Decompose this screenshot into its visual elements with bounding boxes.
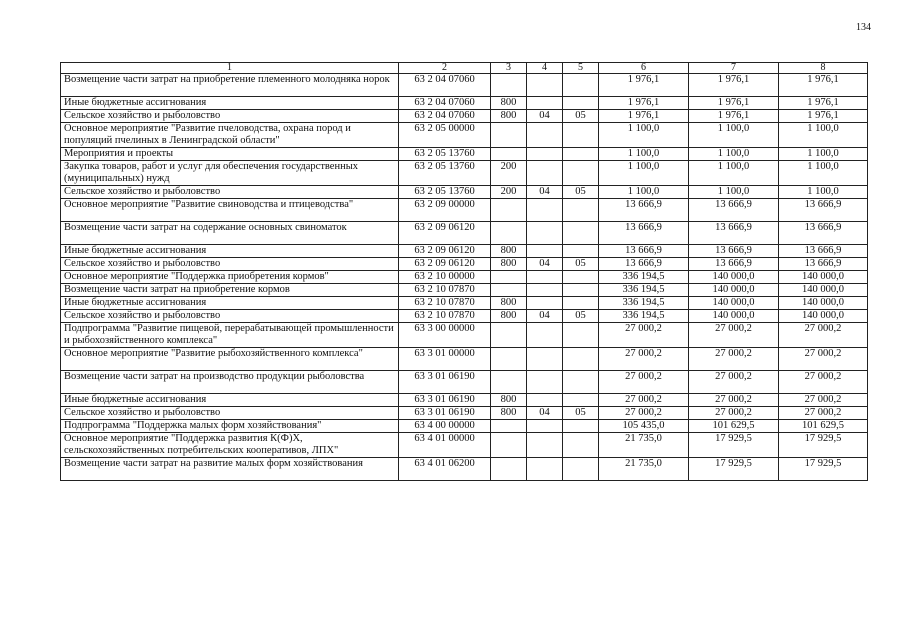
section-cell: [527, 433, 563, 458]
expense-type-cell: [491, 348, 527, 371]
table-row: [61, 433, 868, 458]
row-name-cell: Возмещение части затрат на содержание основных свиноматок: [61, 222, 399, 245]
subsection-cell: [563, 123, 599, 148]
row-name-cell: Сельское хозяйство и рыболовство: [61, 186, 399, 199]
amount-col6-cell: 13 666,9: [599, 222, 689, 245]
amount-col7-cell: 13 666,9: [689, 199, 779, 222]
table-row: [61, 297, 868, 310]
section-cell: [527, 97, 563, 110]
table-row: [61, 258, 868, 271]
amount-col7-cell: 27 000,2: [689, 323, 779, 348]
expense-type-cell: [491, 371, 527, 394]
subsection-cell: [563, 245, 599, 258]
row-name-cell: Возмещение части затрат на приобретение племенного молодняка норок: [61, 74, 399, 97]
amount-col6-cell: 27 000,2: [599, 394, 689, 407]
amount-col6-cell: 27 000,2: [599, 407, 689, 420]
amount-col6-cell: 336 194,5: [599, 310, 689, 323]
subsection-cell: 05: [563, 310, 599, 323]
amount-col7-cell: 1 976,1: [689, 110, 779, 123]
amount-col6-cell: 13 666,9: [599, 258, 689, 271]
budget-code-cell: 63 2 10 07870: [399, 284, 491, 297]
row-name-cell: Подпрограмма "Развитие пищевой, перерабатывающей промышленности и рыбохозяйственного комплекса": [61, 323, 399, 348]
amount-col6-cell: 336 194,5: [599, 271, 689, 284]
amount-col8-cell: 140 000,0: [779, 284, 868, 297]
table-row: [61, 348, 868, 371]
budget-code-cell: 63 2 05 13760: [399, 186, 491, 199]
amount-col8-cell: 140 000,0: [779, 297, 868, 310]
section-cell: [527, 271, 563, 284]
budget-code-cell: 63 2 04 07060: [399, 110, 491, 123]
column-header: 6: [599, 63, 689, 74]
section-cell: [527, 394, 563, 407]
section-cell: 04: [527, 110, 563, 123]
amount-col7-cell: 140 000,0: [689, 284, 779, 297]
amount-col8-cell: 1 100,0: [779, 123, 868, 148]
amount-col6-cell: 13 666,9: [599, 199, 689, 222]
budget-code-cell: 63 2 10 07870: [399, 310, 491, 323]
row-name-cell: Основное мероприятие "Поддержка развития К(Ф)Х, сельскохозяйственных потребительских кооперативов, ЛПХ": [61, 433, 399, 458]
budget-code-cell: 63 2 10 07870: [399, 297, 491, 310]
amount-col7-cell: 1 100,0: [689, 161, 779, 186]
subsection-cell: 05: [563, 110, 599, 123]
row-name-cell: Подпрограмма "Поддержка малых форм хозяйствования": [61, 420, 399, 433]
table-row: [61, 148, 868, 161]
section-cell: [527, 297, 563, 310]
column-header: 8: [779, 63, 868, 74]
table-row: [61, 110, 868, 123]
section-cell: [527, 123, 563, 148]
amount-col6-cell: 21 735,0: [599, 458, 689, 481]
amount-col6-cell: 27 000,2: [599, 323, 689, 348]
amount-col7-cell: 1 100,0: [689, 186, 779, 199]
amount-col7-cell: 17 929,5: [689, 433, 779, 458]
amount-col8-cell: 1 100,0: [779, 186, 868, 199]
column-header: 2: [399, 63, 491, 74]
table-row: [61, 245, 868, 258]
subsection-cell: 05: [563, 186, 599, 199]
section-cell: [527, 74, 563, 97]
amount-col7-cell: 140 000,0: [689, 297, 779, 310]
amount-col6-cell: 1 100,0: [599, 186, 689, 199]
budget-table: [60, 62, 868, 481]
row-name-cell: Мероприятия и проекты: [61, 148, 399, 161]
budget-code-cell: 63 4 01 00000: [399, 433, 491, 458]
section-cell: [527, 245, 563, 258]
column-header: 1: [61, 63, 399, 74]
amount-col6-cell: 1 976,1: [599, 74, 689, 97]
amount-col6-cell: 1 976,1: [599, 110, 689, 123]
amount-col6-cell: 21 735,0: [599, 433, 689, 458]
budget-code-cell: 63 3 01 06190: [399, 407, 491, 420]
budget-code-cell: 63 3 01 06190: [399, 394, 491, 407]
table-row: [61, 284, 868, 297]
amount-col8-cell: 13 666,9: [779, 222, 868, 245]
row-name-cell: Сельское хозяйство и рыболовство: [61, 407, 399, 420]
expense-type-cell: [491, 123, 527, 148]
section-cell: 04: [527, 186, 563, 199]
row-name-cell: Возмещение части затрат на приобретение кормов: [61, 284, 399, 297]
expense-type-cell: [491, 420, 527, 433]
amount-col7-cell: 101 629,5: [689, 420, 779, 433]
amount-col6-cell: 1 100,0: [599, 161, 689, 186]
expense-type-cell: [491, 148, 527, 161]
row-name-cell: Возмещение части затрат на развитие малых форм хозяйствования: [61, 458, 399, 481]
table-row: [61, 420, 868, 433]
expense-type-cell: [491, 271, 527, 284]
amount-col8-cell: 1 976,1: [779, 74, 868, 97]
row-name-cell: Возмещение части затрат на производство продукции рыболовства: [61, 371, 399, 394]
table-row: [61, 186, 868, 199]
row-name-cell: Основное мероприятие "Поддержка приобретения кормов": [61, 271, 399, 284]
budget-code-cell: 63 4 01 06200: [399, 458, 491, 481]
section-cell: [527, 348, 563, 371]
row-name-cell: Иные бюджетные ассигнования: [61, 245, 399, 258]
row-name-cell: Иные бюджетные ассигнования: [61, 297, 399, 310]
section-cell: [527, 420, 563, 433]
expense-type-cell: 800: [491, 297, 527, 310]
subsection-cell: [563, 458, 599, 481]
section-cell: [527, 148, 563, 161]
subsection-cell: [563, 394, 599, 407]
row-name-cell: Основное мероприятие "Развитие пчеловодства, охрана пород и популяций пчелиных в Ленинградской области": [61, 123, 399, 148]
row-name-cell: Сельское хозяйство и рыболовство: [61, 110, 399, 123]
subsection-cell: [563, 271, 599, 284]
section-cell: [527, 284, 563, 297]
amount-col7-cell: 17 929,5: [689, 458, 779, 481]
amount-col6-cell: 1 976,1: [599, 97, 689, 110]
expense-type-cell: [491, 222, 527, 245]
amount-col7-cell: 1 976,1: [689, 97, 779, 110]
budget-code-cell: 63 2 04 07060: [399, 74, 491, 97]
budget-code-cell: 63 2 09 00000: [399, 199, 491, 222]
amount-col8-cell: 140 000,0: [779, 310, 868, 323]
budget-code-cell: 63 2 09 06120: [399, 258, 491, 271]
table-row: [61, 199, 868, 222]
amount-col8-cell: 1 976,1: [779, 110, 868, 123]
amount-col7-cell: 1 100,0: [689, 123, 779, 148]
subsection-cell: [563, 433, 599, 458]
section-cell: [527, 222, 563, 245]
row-name-cell: Иные бюджетные ассигнования: [61, 394, 399, 407]
budget-code-cell: 63 2 04 07060: [399, 97, 491, 110]
expense-type-cell: 800: [491, 258, 527, 271]
subsection-cell: [563, 199, 599, 222]
amount-col7-cell: 27 000,2: [689, 348, 779, 371]
amount-col7-cell: 27 000,2: [689, 394, 779, 407]
section-cell: 04: [527, 407, 563, 420]
expense-type-cell: 200: [491, 186, 527, 199]
expense-type-cell: [491, 433, 527, 458]
expense-type-cell: 800: [491, 97, 527, 110]
section-cell: [527, 161, 563, 186]
amount-col8-cell: 13 666,9: [779, 245, 868, 258]
subsection-cell: [563, 348, 599, 371]
amount-col8-cell: 27 000,2: [779, 407, 868, 420]
table-row: [61, 222, 868, 245]
expense-type-cell: 800: [491, 245, 527, 258]
row-name-cell: Закупка товаров, работ и услуг для обеспечения государственных (муниципальных) нужд: [61, 161, 399, 186]
amount-col6-cell: 336 194,5: [599, 284, 689, 297]
budget-code-cell: 63 2 09 06120: [399, 222, 491, 245]
amount-col7-cell: 27 000,2: [689, 407, 779, 420]
subsection-cell: [563, 420, 599, 433]
expense-type-cell: 800: [491, 110, 527, 123]
amount-col6-cell: 105 435,0: [599, 420, 689, 433]
page-number: 134: [856, 22, 871, 33]
table-row: [61, 407, 868, 420]
subsection-cell: 05: [563, 258, 599, 271]
amount-col8-cell: 17 929,5: [779, 433, 868, 458]
subsection-cell: [563, 97, 599, 110]
amount-col7-cell: 1 976,1: [689, 74, 779, 97]
amount-col7-cell: 13 666,9: [689, 222, 779, 245]
subsection-cell: [563, 74, 599, 97]
expense-type-cell: 800: [491, 310, 527, 323]
budget-code-cell: 63 2 05 13760: [399, 161, 491, 186]
table-row: [61, 271, 868, 284]
table-row: [61, 161, 868, 186]
amount-col8-cell: 27 000,2: [779, 394, 868, 407]
budget-code-cell: 63 2 05 13760: [399, 148, 491, 161]
amount-col8-cell: 27 000,2: [779, 371, 868, 394]
amount-col7-cell: 13 666,9: [689, 258, 779, 271]
amount-col8-cell: 13 666,9: [779, 258, 868, 271]
budget-code-cell: 63 2 10 00000: [399, 271, 491, 284]
amount-col7-cell: 1 100,0: [689, 148, 779, 161]
amount-col6-cell: 27 000,2: [599, 348, 689, 371]
subsection-cell: [563, 371, 599, 394]
budget-code-cell: 63 3 00 00000: [399, 323, 491, 348]
row-name-cell: Основное мероприятие "Развитие свиноводства и птицеводства": [61, 199, 399, 222]
amount-col8-cell: 140 000,0: [779, 271, 868, 284]
budget-code-cell: 63 3 01 06190: [399, 371, 491, 394]
expense-type-cell: 800: [491, 407, 527, 420]
amount-col8-cell: 13 666,9: [779, 199, 868, 222]
expense-type-cell: [491, 284, 527, 297]
table-row: [61, 323, 868, 348]
subsection-cell: [563, 323, 599, 348]
amount-col8-cell: 17 929,5: [779, 458, 868, 481]
column-header: 3: [491, 63, 527, 74]
row-name-cell: Иные бюджетные ассигнования: [61, 97, 399, 110]
budget-code-cell: 63 2 05 00000: [399, 123, 491, 148]
row-name-cell: Основное мероприятие "Развитие рыбохозяйственного комплекса": [61, 348, 399, 371]
table-header-row: [61, 63, 868, 74]
expense-type-cell: [491, 199, 527, 222]
subsection-cell: [563, 222, 599, 245]
table-row: [61, 310, 868, 323]
amount-col8-cell: 1 976,1: [779, 97, 868, 110]
column-header: 5: [563, 63, 599, 74]
row-name-cell: Сельское хозяйство и рыболовство: [61, 258, 399, 271]
section-cell: [527, 371, 563, 394]
amount-col8-cell: 27 000,2: [779, 348, 868, 371]
subsection-cell: [563, 148, 599, 161]
expense-type-cell: 200: [491, 161, 527, 186]
section-cell: 04: [527, 310, 563, 323]
table-row: [61, 123, 868, 148]
column-header: 7: [689, 63, 779, 74]
subsection-cell: [563, 161, 599, 186]
amount-col6-cell: 1 100,0: [599, 123, 689, 148]
amount-col8-cell: 27 000,2: [779, 323, 868, 348]
amount-col6-cell: 1 100,0: [599, 148, 689, 161]
amount-col7-cell: 27 000,2: [689, 371, 779, 394]
amount-col7-cell: 13 666,9: [689, 245, 779, 258]
amount-col6-cell: 27 000,2: [599, 371, 689, 394]
column-header: 4: [527, 63, 563, 74]
expense-type-cell: [491, 74, 527, 97]
table-row: [61, 371, 868, 394]
amount-col8-cell: 1 100,0: [779, 148, 868, 161]
section-cell: [527, 323, 563, 348]
amount-col8-cell: 1 100,0: [779, 161, 868, 186]
table-row: [61, 74, 868, 97]
subsection-cell: 05: [563, 407, 599, 420]
subsection-cell: [563, 284, 599, 297]
row-name-cell: Сельское хозяйство и рыболовство: [61, 310, 399, 323]
amount-col7-cell: 140 000,0: [689, 310, 779, 323]
expense-type-cell: [491, 323, 527, 348]
subsection-cell: [563, 297, 599, 310]
table-row: [61, 458, 868, 481]
budget-code-cell: 63 3 01 00000: [399, 348, 491, 371]
amount-col7-cell: 140 000,0: [689, 271, 779, 284]
expense-type-cell: [491, 458, 527, 481]
amount-col6-cell: 13 666,9: [599, 245, 689, 258]
section-cell: [527, 458, 563, 481]
table-row: [61, 97, 868, 110]
budget-code-cell: 63 2 09 06120: [399, 245, 491, 258]
expense-type-cell: 800: [491, 394, 527, 407]
section-cell: 04: [527, 258, 563, 271]
table-row: [61, 394, 868, 407]
amount-col6-cell: 336 194,5: [599, 297, 689, 310]
section-cell: [527, 199, 563, 222]
amount-col8-cell: 101 629,5: [779, 420, 868, 433]
budget-code-cell: 63 4 00 00000: [399, 420, 491, 433]
